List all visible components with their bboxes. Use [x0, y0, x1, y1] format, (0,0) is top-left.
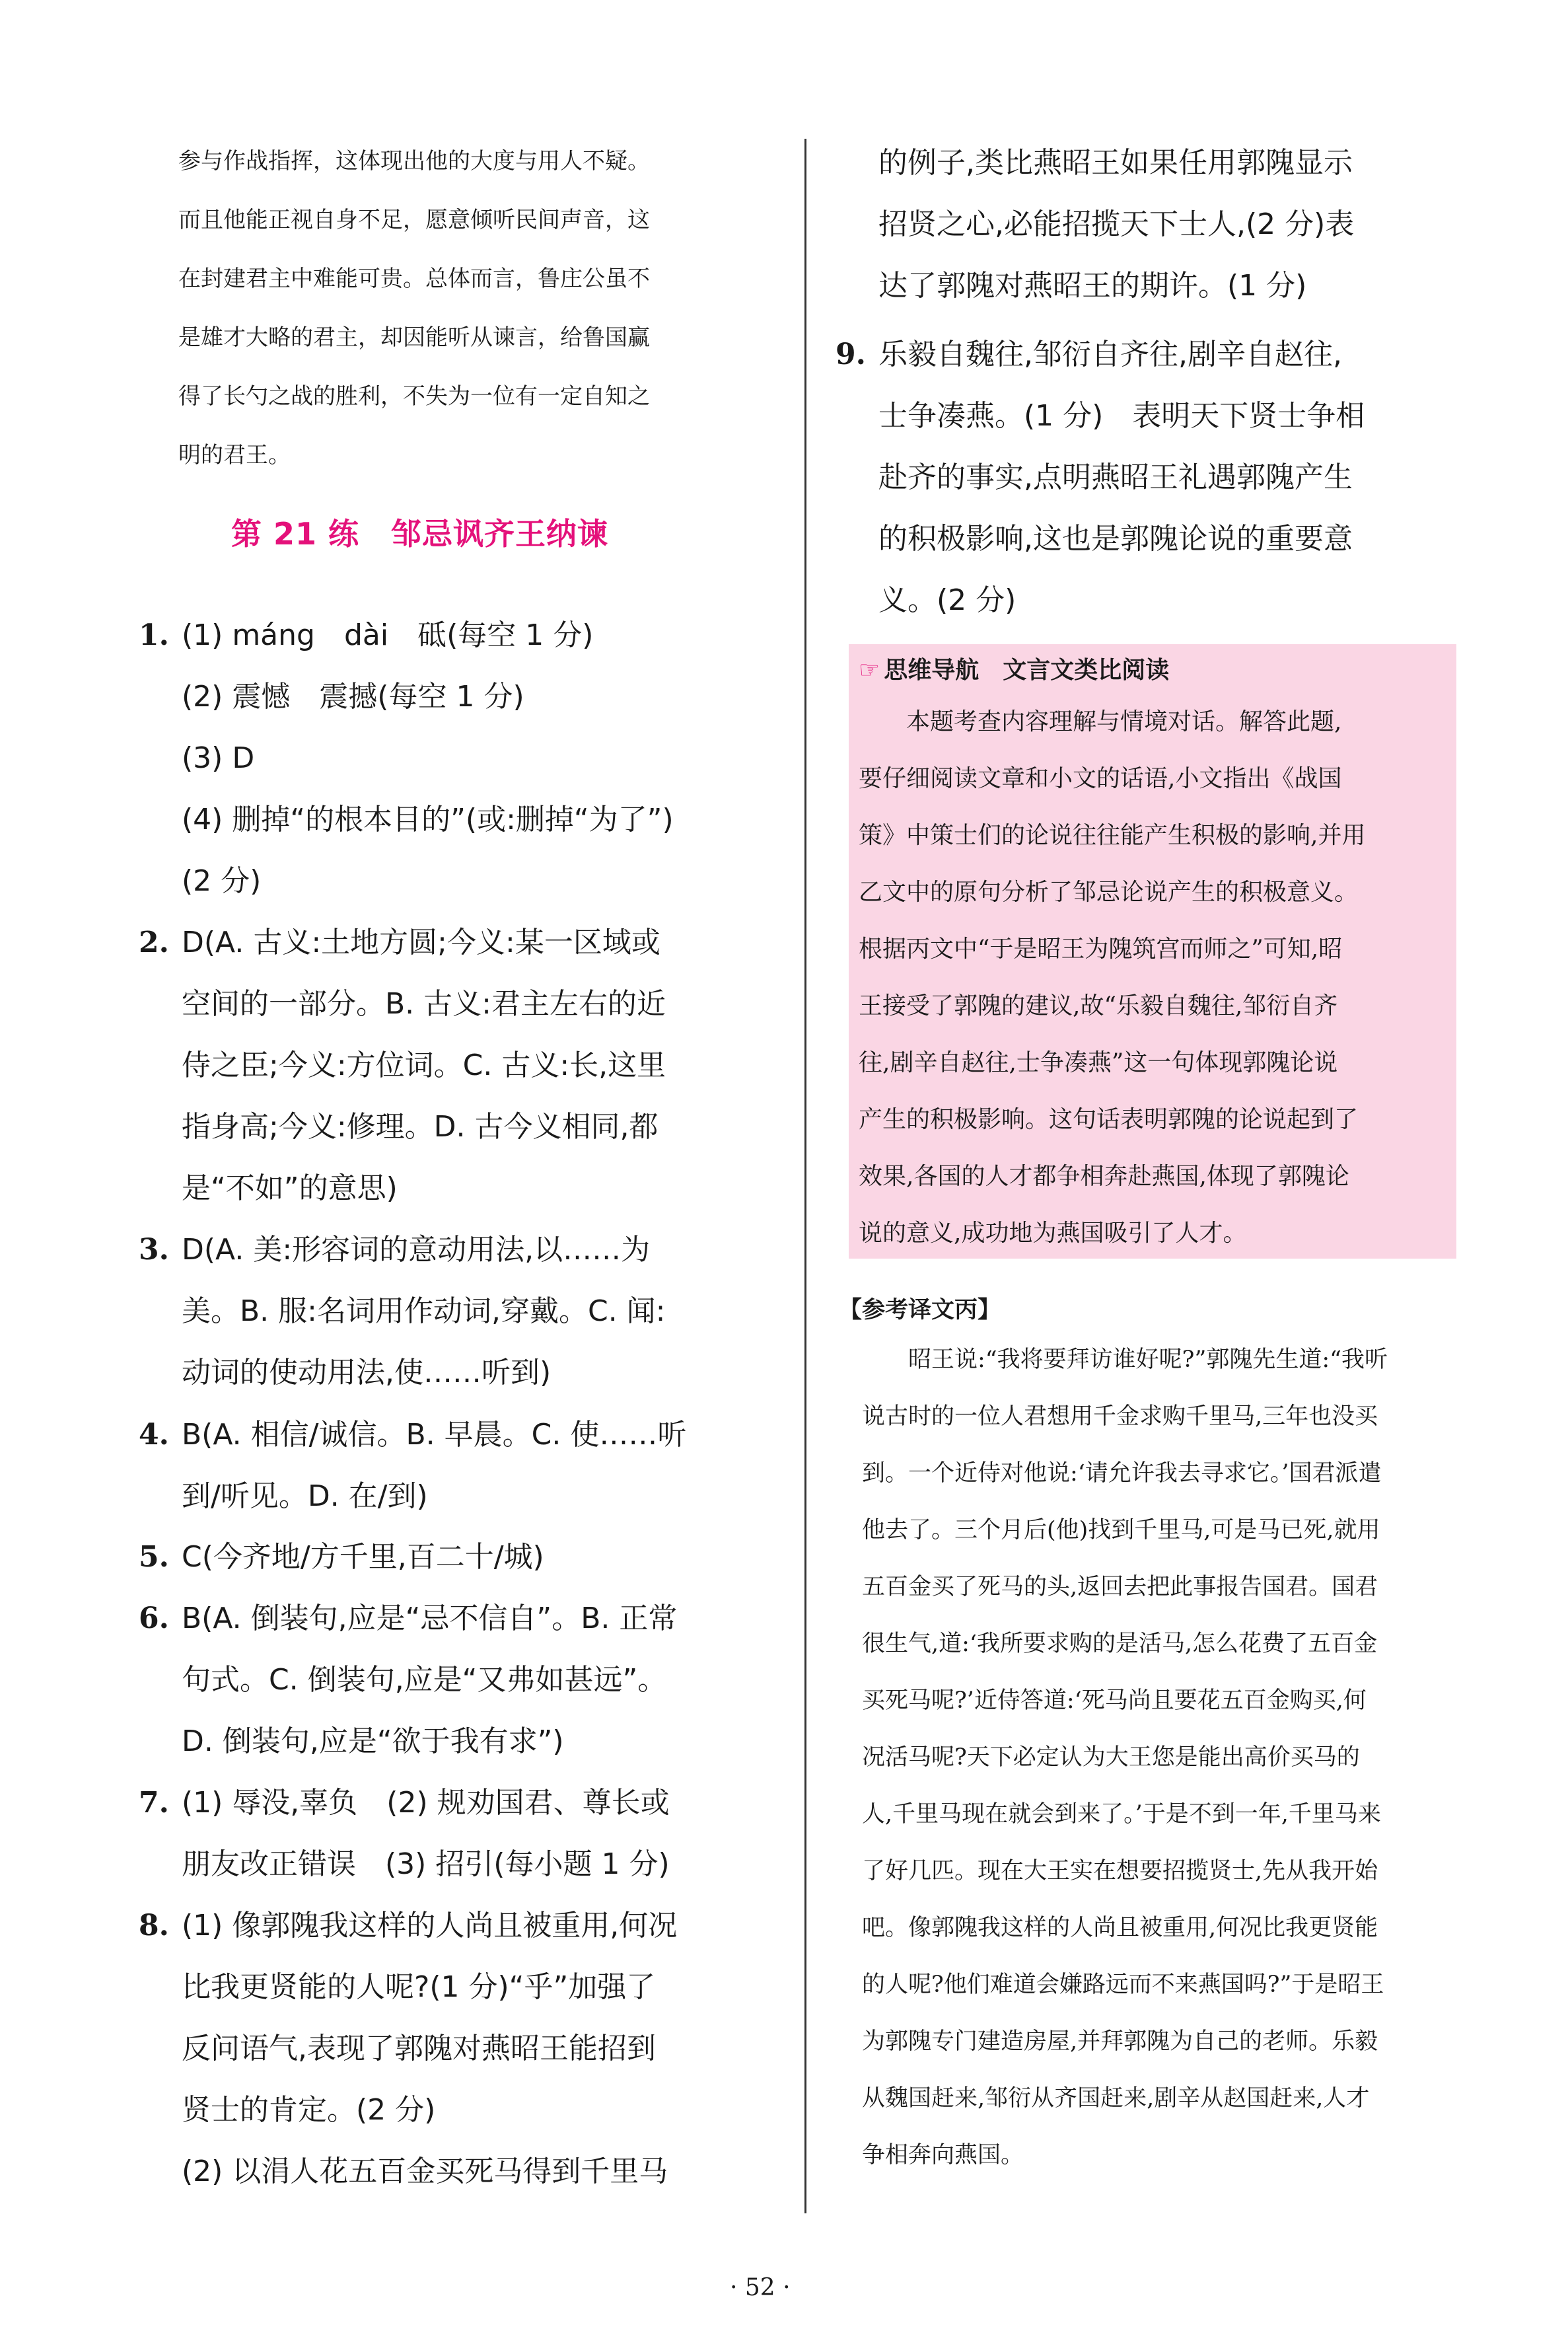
item-line: (2 分) — [182, 864, 262, 898]
item-line: 空间的一部分。B. 古义:君主左右的近 — [182, 987, 666, 1021]
item-line: 的积极影响,这也是郭隗论说的重要意 — [878, 522, 1353, 556]
item-line: 美。B. 服:名词用作动词,穿戴。C. 闻: — [182, 1294, 666, 1328]
item-number: 8. — [139, 1909, 169, 1942]
item-line: D. 倒装句,应是“欲于我有求”) — [182, 1724, 564, 1758]
ref-line: 争相奔向燕国。 — [862, 2142, 1024, 2168]
thinking-box-header — [859, 651, 1169, 685]
item-number: 5. — [139, 1540, 169, 1574]
item-line: B(A. 相信/诚信。B. 早晨。C. 使……听 — [182, 1418, 687, 1452]
intro-line: 明的君王。 — [178, 442, 291, 468]
item-number: 2. — [139, 926, 169, 959]
item-line: (1) máng dài 砥(每空 1 分) — [182, 618, 594, 652]
item-line: B(A. 倒装句,应是“忌不信自”。B. 正常 — [182, 1602, 678, 1635]
item-line: 反问语气,表现了郭隗对燕昭王能招到 — [182, 2032, 656, 2065]
ref-line: 了好几匹。现在大王实在想要招揽贤士,先从我开始 — [862, 1858, 1378, 1884]
intro-line: 在封建君主中难能可贵。总体而言，鲁庄公虽不 — [178, 266, 650, 292]
box-line: 王接受了郭隗的建议,故“乐毅自魏往,邹衍自齐 — [859, 992, 1338, 1019]
answer-item-7 — [139, 1772, 670, 1895]
item-line: (4) 删掉“的根本目的”(或:删掉“为了”) — [182, 803, 674, 836]
box-line: 乙文中的原句分析了邹忌论说产生的积极意义。 — [859, 879, 1359, 906]
item-line: 招贤之心,必能招揽天下士人,(2 分)表 — [878, 207, 1355, 241]
answer-item-8 — [139, 1895, 678, 2202]
answer-item-8-continued — [878, 132, 1354, 316]
item-line: D(A. 古义:土地方圆;今义:某一区域或 — [182, 926, 660, 959]
column-divider — [804, 139, 806, 2213]
answer-item-3 — [139, 1219, 666, 1403]
ref-line: 况活马呢?天下必定认为大王您是能出高价买马的 — [862, 1744, 1360, 1771]
item-line: (3) D — [182, 741, 255, 775]
thinking-box-body — [859, 694, 1450, 1262]
ref-line: 五百金买了死马的头,返回去把此事报告国君。国君 — [862, 1574, 1378, 1600]
box-line: 本题考查内容理解与情境对话。解答此题, — [859, 708, 1342, 735]
item-line: (1) 像郭隗我这样的人尚且被重用,何况 — [182, 1909, 678, 1942]
item-line: 义。(2 分) — [878, 583, 1016, 617]
section-name: 邹忌讽齐王纳谏 — [391, 516, 609, 552]
item-line: D(A. 美:形容词的意动用法,以……为 — [182, 1233, 651, 1267]
item-line: 士争凑燕。(1 分) 表明天下贤士争相 — [878, 399, 1365, 433]
item-line: 侍之臣;今义:方位词。C. 古义:长,这里 — [182, 1049, 666, 1082]
item-number: 9. — [836, 338, 866, 371]
ref-line: 到。一个近侍对他说:‘请允许我去寻求它。’国君派遣 — [862, 1460, 1382, 1487]
box-line: 产生的积极影响。这句话表明郭隗的论说起到了 — [859, 1106, 1359, 1133]
item-line: 的例子,类比燕昭王如果任用郭隗显示 — [878, 146, 1353, 180]
answer-item-4 — [139, 1404, 687, 1527]
item-number: 3. — [139, 1233, 169, 1267]
item-line: 达了郭隗对燕昭王的期许。(1 分) — [878, 269, 1307, 303]
box-line: 根据丙文中“于是昭王为隗筑宫而师之”可知,昭 — [859, 936, 1343, 963]
section-number: 第 21 练 — [231, 516, 360, 552]
box-line: 要仔细阅读文章和小文的话语,小文指出《战国 — [859, 765, 1342, 792]
reference-body — [862, 1331, 1388, 2184]
item-number: 1. — [139, 618, 169, 652]
ref-line: 说古时的一位人君想用千金求购千里马,三年也没买 — [862, 1403, 1378, 1430]
item-line: 句式。C. 倒装句,应是“又弗如甚远”。 — [182, 1663, 667, 1697]
answer-item-6 — [139, 1588, 678, 1772]
item-line: (1) 辱没,辜负 (2) 规劝国君、尊长或 — [182, 1786, 670, 1820]
box-line: 说的意义,成功地为燕国吸引了人才。 — [859, 1220, 1247, 1247]
ref-line: 买死马呢?’近侍答道:‘死马尚且要花五百金购买,何 — [862, 1687, 1367, 1714]
answer-item-9 — [836, 324, 1365, 631]
ref-line: 很生气,道:‘我所要求购的是活马,怎么花费了五百金 — [862, 1631, 1378, 1657]
box-line: 往,剧辛自赵往,士争凑燕”这一句体现郭隗论说 — [859, 1049, 1338, 1076]
item-number: 4. — [139, 1418, 169, 1452]
item-line: 朋友改正错误 (3) 招引(每小题 1 分) — [182, 1847, 670, 1881]
item-line: C(今齐地/方千里,百二十/城) — [182, 1540, 544, 1574]
answer-item-5 — [139, 1526, 544, 1588]
section-title — [231, 510, 608, 554]
ref-line: 从魏国赶来,邹衍从齐国赶来,剧辛从赵国赶来,人才 — [862, 2085, 1370, 2112]
item-line: 到/听见。D. 在/到) — [182, 1479, 428, 1513]
item-line: 是“不如”的意思) — [182, 1171, 398, 1205]
ref-line: 为郭隗专门建造房屋,并拜郭隗为自己的老师。乐毅 — [862, 2028, 1378, 2055]
intro-line: 得了长勺之战的胜利，不失为一位有一定自知之 — [178, 383, 650, 410]
answer-item-1 — [139, 605, 674, 912]
item-line: (2) 以涓人花五百金买死马得到千里马 — [182, 2155, 668, 2188]
pointing-hand-icon: ☞ — [859, 657, 880, 684]
item-line: 贤士的肯定。(2 分) — [182, 2093, 436, 2127]
thinking-box-label: 思维导航 — [884, 657, 980, 684]
item-line: 动词的使动用法,使……听到) — [182, 1356, 552, 1389]
answer-item-2 — [139, 912, 666, 1219]
ref-line: 人,千里马现在就会到来了。’于是不到一年,千里马来 — [862, 1801, 1381, 1827]
box-line: 策》中策士们的论说往往能产生积极的影响,并用 — [859, 822, 1366, 849]
item-number: 6. — [139, 1602, 169, 1635]
intro-line: 是雄才大略的君主，却因能听从谏言，给鲁国赢 — [178, 324, 650, 351]
item-number: 7. — [139, 1786, 169, 1820]
item-line: 比我更贤能的人呢?(1 分)“乎”加强了 — [182, 1970, 656, 2004]
ref-line: 的人呢?他们难道会嫌路远而不来燕国吗?”于是昭王 — [862, 1972, 1384, 1998]
ref-line: 吧。像郭隗我这样的人尚且被重用,何况比我更贤能 — [862, 1915, 1378, 1941]
intro-line: 而且他能正视自身不足，愿意倾听民间声音，这 — [178, 207, 650, 233]
ref-line: 昭王说:“我将要拜访谁好呢?”郭隗先生道:“我听 — [862, 1347, 1388, 1373]
thinking-box-topic: 文言文类比阅读 — [1003, 657, 1170, 684]
item-line: 赴齐的事实,点明燕昭王礼遇郭隗产生 — [878, 461, 1353, 494]
box-line: 效果,各国的人才都争相奔赴燕国,体现了郭隗论 — [859, 1163, 1349, 1190]
ref-line: 他去了。三个月后(他)找到千里马,可是马已死,就用 — [862, 1517, 1380, 1543]
item-line: 指身高;今义:修理。D. 古今义相同,都 — [182, 1110, 659, 1144]
reference-heading: 【参考译文丙】 — [839, 1297, 1001, 1323]
intro-line: 参与作战指挥，这体现出他的大度与用人不疑。 — [178, 148, 650, 174]
item-line: 乐毅自魏往,邹衍自齐往,剧辛自赵往, — [878, 338, 1342, 371]
left-intro-paragraph — [178, 132, 773, 485]
page-number: · 52 · — [730, 2274, 791, 2301]
item-line: (2) 震憾 震撼(每空 1 分) — [182, 680, 524, 714]
